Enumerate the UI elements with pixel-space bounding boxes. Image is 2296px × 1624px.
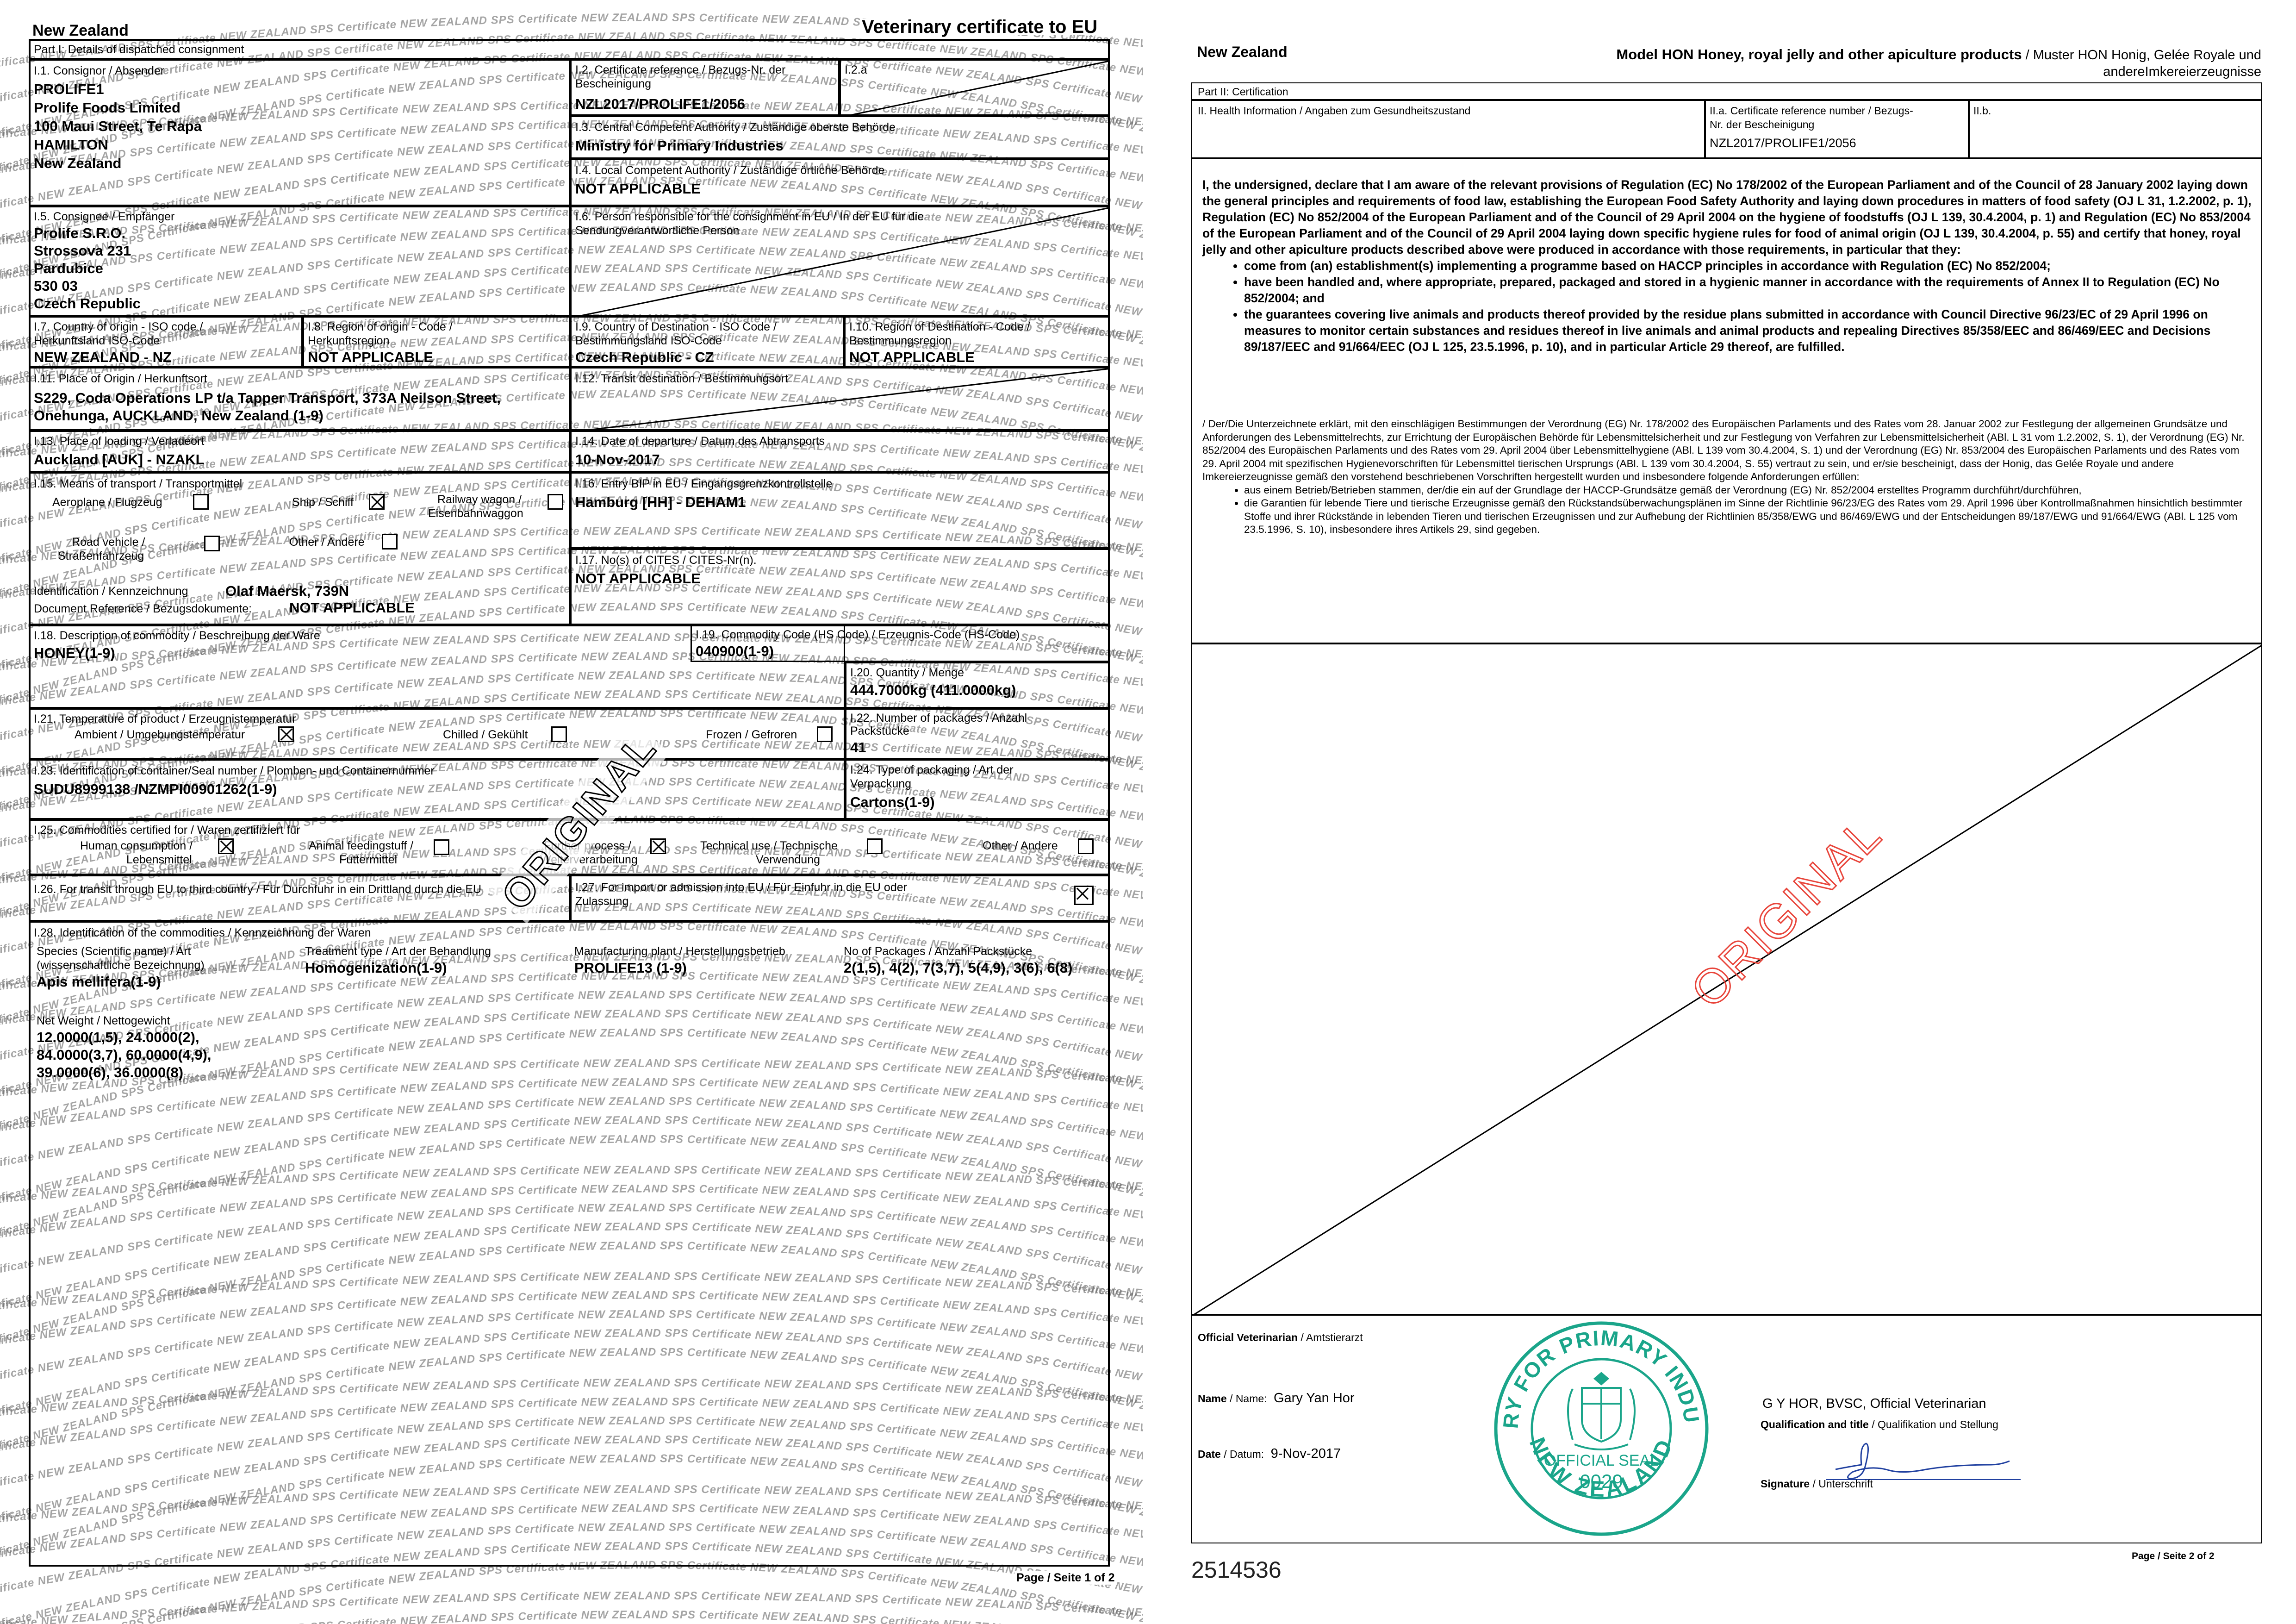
svg-text:NEW ZEALAND SPS Certificate: ficate NEW ZEALAND SPS Certificate NEW ZEALAND SPS Certificate NEW ZEALAND SPS Certificate NEW ZEALAND SPS Certificate NEW ZEALAND SPS Certificate NEW ZEALAND SPS Certificate NE <box>0 0 1143 1198</box>
certificate-reference: NZL2017/PROLIFE1/2056 <box>1710 137 1856 150</box>
declaration-bullets-en <box>1202 258 2253 355</box>
svg-text:NEW ZEALAND SPS Certificate: ficate NEW ZEALAND SPS Certificate NEW ZEALAND SPS Certificate NEW ZEALAND SPS Certificate NEW ZEALAND SPS Certificate NEW ZEALAND SPS Certificate NEW ZEALAND SPS Certificate NE <box>0 0 1143 1092</box>
coat-of-arms-icon <box>1568 1373 1635 1449</box>
place-of-origin-line-1: S229, Coda Operations LP t/a Tapper Transport, 373A Neilson Street, <box>34 390 501 406</box>
i27-label-2: Zulassung <box>575 895 628 908</box>
svg-text:NEW ZEALAND SPS Certificate: ficate NEW ZEALAND SPS Certificate NEW ZEALAND SPS Certificate NEW ZEALAND SPS Certificate NEW ZEALAND SPS Certificate NEW ZEALAND SPS Certificate NEW ZEALAND SPS Certificate NEW <box>0 0 1143 389</box>
signature-label <box>1761 1478 1873 1490</box>
bullet-de-1: • aus einem Betrieb/Betrieben stammen, der/die ein auf der Grundlage der HACCP-Grundsätze gemäß der Verordnung (EG) Nr. 852/2004 erstelltes Programm durchführt/durchführen, <box>1244 484 2253 497</box>
svg-text:NEW ZEALAND SPS Certificate: icate NEW ZEALAND SPS Certificate NEW ZEALAND SPS Certificate NEW ZEALAND SPS Certificate NEW ZEALAND SPS Certificate NEW ZEALAND SPS Certificate NEW ZEALAND SPS Certificate NEW <box>0 0 1143 1070</box>
i24-label-1: I.24. Type of packaging / Art der <box>850 763 1014 777</box>
road-vehicle-label-1: Road vehicle / <box>72 536 145 549</box>
place-of-loading: Auckland [AUK] - NZAKL <box>34 451 205 468</box>
iib-label: II.b. <box>1973 105 1991 117</box>
box-i8-region-origin <box>303 316 570 367</box>
country-of-origin: NEW ZEALAND - NZ <box>34 349 172 366</box>
svg-text:NEW ZEALAND SPS Certificate: icate NEW ZEALAND SPS Certificate EW ZEALAND SPS Certificate NEW ZEALAND SPS Certific NEW ZEALAND SPS Certificate NEW ZEALAND SPS Certificate NEW ZEALAND SPS Certificate NEW <box>0 0 1143 644</box>
i11-label: I.11. Place of Origin / Herkunftsort <box>34 372 207 386</box>
official-vet-bold: Official Veterinarian <box>1198 1331 1298 1343</box>
box-i14-date-departure <box>570 431 1110 472</box>
svg-text:NEW ZEALAND SPS Certificate: ificate NEW ZEALAND SPS Certificate NEW ZEALAND SPS Certificate NEW ZEALAND SPS Certificate NEW ZEALAND SPS Certificate NEW ZEALAND SPS Certificate NEW ZEALAND SPS Certificate NE <box>0 0 1143 410</box>
svg-text:NEW ZEALAND SPS Certificate: ficate NEW ZEALAND SPS Certificate NEW ZEALAND SPS Certificate NEW ZEALAND SPS Certificate NEW ZEALAND SPS Certificate NEW ZEALAND SPS Certificate NEW ZEALAND SPS Certificate NEW <box>0 0 1143 1241</box>
i7-label-1: I.7. Country of origin - ISO code / <box>34 320 203 334</box>
chilled-label: Chilled / Gekühlt <box>443 728 528 742</box>
svg-text:NEW ZEALAND SPS Certificate: ificate NEW ZEALAND SPS Certificate NEW ZEALAND SPS Certificate NEW ZEALAND SPS Certificate NEW ZEALAND SPS Certificate NEW ZEALAND SPS Certificate NEW ZEALAND SPS Certificate NE <box>0 0 1143 304</box>
declaration-german <box>1202 418 2253 537</box>
qualification-rest: / Qualifikation und Stellung <box>1872 1418 1998 1430</box>
package-count-label: No of Packages / Anzahl Packstücke <box>844 945 1032 958</box>
i9-label-1: I.9. Country of Destination - ISO Code / <box>575 320 777 334</box>
box-i10-region-destination <box>844 316 1110 367</box>
svg-text:NEW ZEALAND SPS Certificate: ficate NEW ZEALAND SPS Certificate NEW ZEALAND SPS Certificate NEW ZEALAND SPS Certificate NEW ZEALAND SPS Certificate NEW ZEALAND SPS Certificate NEW ZEALAND SPS Certificate NE <box>0 0 1143 559</box>
svg-text:NEW ZEALAND SPS Certificate: tificate NEW ZEALAND SPS Certificate NEW ZEALAND SPS Certificate NEW ZEALAND SPS Certificate <box>0 0 1143 1624</box>
further-process-label-2: Weiterverarbeitung <box>540 853 638 867</box>
signature-bold: Signature <box>1761 1478 1810 1490</box>
i28-label: I.28. Identification of the commodities / Kennzeichnung der Waren <box>34 926 371 940</box>
svg-text:NEW ZEALAND SPS Certificate: ficate NEW ZEALAND SPS Certificate NEW ZEALAND SPS Certificate NEW ZEALAND SPS Certificate NEW ZEALAND SPS Certificate NEW ZEALAND SPS Certificate NEW ZEALAND SPS Certificate NE <box>0 0 1143 1624</box>
box-i22-packages <box>845 708 1110 759</box>
svg-text:NEW ZEALAND SPS Certificate: ficate NEW ZEALAND SPS Certificate NEW ZEALAND SPS Certificate NEW ZEALAND SPS Certificate NEW ZEALAND SPS Certificate NEW ZEALAND SP Certificate NEW ZEALAND SPS Certificate NE <box>0 0 1143 346</box>
aeroplane-label: Aeroplane / Flugzeug <box>52 496 162 509</box>
import-checkbox[interactable] <box>1074 886 1094 905</box>
manufacturing-plant-label: Manufacturing plant / Herstellungsbetrieb <box>574 945 785 958</box>
i10-label-1: I.10. Region of Destination - Code / <box>849 320 1030 334</box>
svg-text:NEW ZEALAND SPS Certificate: ficate NEW ZEALAND SPS Certificate NEW ZEALAND SPS Certificate NEW ZEALAND ate NEW ZEALAND SPS Certificate NEW ZEALAND SPS Certificate NEW ZEALAND SPS Certificate NE <box>0 0 1143 985</box>
svg-text:NEW ZEALAND SPS Certificate: ficate NEW ZEALAND SPS Certificate NEW ZEALAND SPS Certificate NEW ZEALAND SPS Certificate NEW ZEALAND SPS Certificate NEW ZEALAND SPS Certificate NEW ZEALAND SPS Certif cate NE <box>0 0 1143 133</box>
svg-text:NEW ZEALAND SPS Certificate: ificate NEW ZEALAND SPS Certificate NEW ZEALAND SPS Certificate NEW ZEALAND SPS Certificate NEW ZEALAND SPS Certificate NEW ZEALAND SPS Certificate NEW ZEALAND SPS Certificate NE <box>0 0 1143 1368</box>
certificate-reference: NZL2017/PROLIFE1/2056 <box>575 96 745 112</box>
chilled-checkbox[interactable] <box>551 726 567 742</box>
consignee-line-1: Prolife S.R.O. <box>34 225 125 242</box>
svg-text:NEW ZEALAND SPS Certificate: ficate NEW ZEALAND SPS Certificate NEW ZEALAND SPS Certificate NEW ZEALAND SPS Certificate NEW ZEALAND SPS Certificate NEW ZEALAND SPS Certificate NEW ZEALAND SPS Certificate NEW <box>0 0 1143 1454</box>
region-of-origin: NOT APPLICABLE <box>308 349 433 366</box>
ship-checkbox[interactable] <box>369 494 385 510</box>
svg-text:NEW ZEALAND SPS Certificate: ificate NEW ZEALAND SPS Certificate NEW ZEALAND SPS Certificate NEW ZEALAND SPS Certificate NEW ZEALAND SPS Certificate NEW ZEALAND SPS Certificate NEW ZEALAND SPS Certificate NE <box>0 0 1143 1326</box>
i6-label-2: Sendungverantwortliche Person <box>575 224 739 237</box>
svg-text:NEW ZEALAND SPS Certificate: icate NEW ZEALAND SPS Certificate NEW ZEALAND SPS Certificate NEW ZEALAND SPS Certificate NEW ZEALAND SPS Certificate NEW ZEALAND SPS Certificate NEW ZEALAND SPS Certificate NEW <box>0 0 1143 1496</box>
i16-label: I.16. Entry BIP in EU / Eingangsgrenzkontrollstelle <box>575 477 832 491</box>
svg-text:NEW ZEALAND SPS Certificate: icate NEW ZEALAND SPS Certificate NEW ZEALAND SPS Certificate NEW ZEALAND SPS Certificate NEW ZEALAND SPS Certificate NEW ZEALAND SPS Certificate NEW ZEALAND SPS Certificate NEW <box>0 0 1143 1283</box>
signature-rest: / Unterschrift <box>1812 1478 1873 1490</box>
i19-label: I.19. Commodity Code (HS Code) / Erzeugnis-Code (HS-Code) <box>696 628 1020 642</box>
official-vet-heading <box>1198 1331 1363 1344</box>
svg-text:NEW ZEALAND SPS Certificate: ificate NEW ZEALAND SPS Certificate NEW ZEALAND SPS Certificate NEW ZEALAND SPS Certificate NEW ZEALAND SPS Certificate NEW ZEALAND SPS Certificate NEW ZEALAND SPS Certificate NE <box>0 0 1143 1219</box>
part2-header-box <box>1191 82 2262 100</box>
railway-label-2: Eisenbahnwaggon <box>428 507 523 520</box>
further-process-checkbox[interactable] <box>650 838 666 854</box>
i2a-label: I.2.a <box>845 63 867 77</box>
part1-header: Part I: Details of dispatched consignment <box>34 43 244 56</box>
other-transport-label: Other / Andere <box>289 536 365 549</box>
veterinarian-name: Gary Yan Hor <box>1274 1391 1355 1405</box>
declaration-box <box>1191 158 2262 643</box>
health-info-box <box>1191 100 1705 158</box>
country-of-destination: Czech Republic - CZ <box>575 349 714 366</box>
box-i23-container-seal <box>29 759 845 819</box>
box-i6-responsible-person <box>570 206 1110 316</box>
consignor-line-2: Prolife Foods Limited <box>34 100 180 116</box>
svg-text:NEW ZEALAND SPS Certificate: ificate NEW ZEALAND SPS Certificate NEW ZEALAND SPS Certificate NEW ZEALAND SPS Certificate NEW ZEALAND SPS Certificate NEW ZEALAND SPS Certificate NEW ZEALAND SPS Certificate NE <box>0 0 1143 1156</box>
box-i15-means-transport <box>29 472 570 625</box>
box-i1-consignor <box>29 59 570 206</box>
model-title-rest-2: andereImkereierzeugnisse <box>2103 64 2261 79</box>
box-i24-packaging <box>845 759 1110 819</box>
identification-label: Identification / Kennzeichnung <box>34 585 188 598</box>
declaration-bullets-de <box>1202 484 2253 537</box>
certificate-page-1 <box>0 0 1143 1624</box>
svg-text:NEW ZEALAND SPS Certificate: ificate NEW ZEALAND SPS Certificate NEW ZEALAND SPS Certificate NEW ZEALAND SPS Certificate NE D SPS Certificate NEW ZEALAND SPS Certificate NEW ZEALAND SPS Certificate NE <box>0 0 1143 836</box>
box-i13-place-loading <box>29 431 570 472</box>
page-number: Page / Seite 2 of 2 <box>2132 1551 2215 1562</box>
svg-text:NEW ZEALAND SPS Certificate: ficate NEW ZEALAND SPS Certificate NEW ZEALAND SPS Certificate NEW ZEALAND SPS Certificate NEW ZEALAND SPS Certificate NEW ZEALAND SPS Certificate NEW ZEALAND SPS Certificate NE <box>0 0 1143 240</box>
svg-text:NEW ZEALAND SPS Certificate: icate NEW ZEALAND SPS Certificate NEW ZEALAND SPS Certificate NEW ZEALAND SPS Certificate NEW ZEALAND SPS Certificate NEW ZEALAND SPS Certificate NEW ZEALAND SPS C rtificate NEW <box>0 0 1143 325</box>
i9-label-2: Bestimmungsland ISO-Code <box>575 334 722 348</box>
svg-text:NEW ZEALAND SPS Certificate: ficate NEW ZEALAND SPS Certificate NEW ZEALAND SPS Certifi e NEW ZEALAND SPS Certificate NEW ZEALAND SPS Certificate NEW ZEALAND SPS Certificate NEW ZEALAND SPS Certificate NEW <box>0 0 1143 602</box>
i4-label: I.4. Local Competent Authority / Zuständige örtliche Behörde <box>575 164 884 177</box>
treatment-label: Treatment type / Art der Behandlung <box>305 945 491 958</box>
svg-text:MINISTRY FOR PRIMARY INDUSTRIE <box>1491 1318 1704 1430</box>
i22-label-2: Packstücke <box>850 725 909 738</box>
svg-text:NEW ZEALAND SPS Certificate: ificate NEW ZEALAND SPS Certificate NEW ZEALAND SPS Certificate NEW ZEALAND SPS Certificate NEW ZEALAND SPS Certificate NEW ZEALAND SPS Certificate NEW ZEALAND SPS Certificate NE <box>0 0 1143 1581</box>
box-i26-transit <box>29 875 570 921</box>
i8-label-2: Herkunftsregion <box>308 334 389 348</box>
original-stamp: ORIGINAL <box>1680 806 1892 1018</box>
i3-label: I.3. Central Competent Authority / Zuständige oberste Behörde <box>575 121 896 134</box>
net-weight-label: Net Weight / Nettogewicht <box>37 1014 170 1028</box>
declaration-text-en: I, the undersigned, declare that I am aware of the relevant provisions of Regulation (EC) No 178/2002 of the European Parliament and of the Council of 28 January 2002 laying down the general principles and requirements of food law, establishing the European Food Safety Authority and laying down procedures in matters of food safety (OJ L 31, 1.2.2002, p. 1), Regulation (EC) No 852/2004 of the European Parliament and of the Council of 29 April 2004 on the hygiene of foodstuffs (OJ L 139, 30.4.2004, p. 1) and Regulation (EC) No 853/2004 of the European Parliament and of the Council of 29 April 2004 laying down specific hygiene rules for food of animal origin (OJ L 139, 30.4.2004, p. 55) and certify that honey, royal jelly and other apiculture products described above were produced in accordance with those requirements, in particular that they: <box>1202 177 2253 258</box>
i2-label-2: Bescheinigung <box>575 77 651 91</box>
declaration-text-de: / Der/Die Unterzeichnete erklärt, mit den einschlägigen Bestimmungen der Verordnung (EG) Nr. 178/2002 des Europäischen Parlaments und des Rates vom 28. Januar 2002 zur Festlegung der allgemeinen Grundsätze und Anforderungen des Lebensmittelrechts, zur Errichtung der Europäischen Behörde für Lebensmittelsicherheit und zur Festlegung von Verfahren zur Lebensmittelsicherheit (ABl. L 31 vom 1.2.2002, S. 1), der Verordnung (EG) Nr. 852/2004 des Europäischen Parlaments und des Rates vom 29. April 2004 über Lebensmittelhygiene (ABl. L 139 vom 30.4.2004, S. 1) und der Verordnung (EG) Nr. 853/2004 des Europäischen Parlaments und des Rates vom 29. April 2004 mit spezifischen Hygienevorschriften für Lebensmittel tierischen Ursprungs (ABl. L 139 vom 30.4.2004, S. 55) vertraut zu sein, und er/sie bescheinigt, dass der Honig, das Gelée Royale und andere Imkereierzeugnisse gemäß den vorstehend beschriebenen Vorschriften hergestellt wurden und insbesondere folgende Anforderungen erfüllen: <box>1202 418 2253 484</box>
box-i5-consignee <box>29 206 570 316</box>
date-of-departure: 10-Nov-2017 <box>575 451 660 468</box>
box-i9-country-destination <box>570 316 844 367</box>
svg-text:NEW ZEALAND SPS Certificate: icate NEW ZEALAND SPS Certificate NEW ZEALAND SPS Certificate NEW ZEALAND SPS Certificate NEW ZEALAND SPS Certificate NEW ZEALAND SPS Certificate NEW ZEALAND SPS Certificate NEW <box>0 0 1143 751</box>
model-title <box>1513 46 2261 80</box>
seal-top-text: RY FOR PRIMARY INDU <box>1491 1318 1704 1430</box>
cites-numbers: NOT APPLICABLE <box>575 570 701 587</box>
iia-label-2: Nr. der Bescheinigung <box>1710 119 1814 131</box>
svg-text:NEW ZEALAND SPS Certificate: icate NEW ZEALAND SPS Certificate NEW ZEALAND SPS Certificate NEW ZEALAND SPS Certificate NEW ZEALAND SPS Certificate NEW ZEALAND SPS Certificate NEW ZEALAND SPS Certificate NEW <box>0 0 1143 1390</box>
consignor-line-5: New Zealand <box>34 155 122 172</box>
svg-text:NEW ZEALAND SPS Certificate: ificate NEW ZEALAND SPS Certificate NEW ZEALAND SPS Certificate NEW ZEALAND SPS Certificate NEW ZEALAND SPS Certificate NEW ZEALAND SPS Certificate NEW ZEALAND SPS Certificate NE <box>0 0 1143 623</box>
net-weight-line-1: 12.0000(1,5), 24.0000(2), <box>37 1029 199 1046</box>
bullet-de-2: • die Garantien für lebende Tiere und tierische Erzeugnisse gemäß den Rückstandsüberwachungsplänen im Sinne der Richtlinie 96/23/EG des Rates vom 29. April 1996 über Kontrollmaßnahmen hinsichtlich bestimmter Stoffe und ihrer Rückstände in lebenden Tieren und tierischen Erzeugnissen und zur Aufhebung der Richtlinien 85/358/EWG und 86/469/EWG und der Entscheidungen 89/187/EWG und 91/664/EWG (ABl. L 125 vom 23.5.1996, S. 10), insbesondere ihres Artikels 29, sind gegeben. <box>1244 497 2253 537</box>
svg-text:NEW ZEALAND SPS Certificate: ificate NEW ZEALAND SPS Certificate NEW ZEALAND SPS Certificate NEW ZEALAND SPS Certificate NEW ZEALAND SPS Certificate NEW ZEALAND SPS Certificate NEW ZEALAND SPS Certificate NE <box>0 0 1143 1049</box>
svg-text:NEW ZEALAND SPS Certificate: ficate NEW ZEALAND SPS Certificate NEW ZEALAND SPS Certificate NEW ZEALAND SPS Certifica LAND SPS Certificate NEW ZEALAND SPS Certificate NEW ZEALAND SPS Certificate NEW <box>0 0 1143 921</box>
number-of-packages: 41 <box>850 739 866 756</box>
seal-official-text: OFFICIAL SEAL <box>1544 1452 1659 1469</box>
seal-number: 0029 <box>1580 1470 1623 1492</box>
document-title: Veterinary certificate to EU <box>860 19 1099 35</box>
svg-text:NEW ZEALAND SPS Certificate: ificate NEW ZEALAND SPS Certificate NEW ZEALAND SPS Certificate NEW ZEALAND SPS Certificate NEW ZEALAND SPS Certificate NEW ZEALAND SPS Certificate NEW ZEALAND SPS Certificate NE <box>0 0 1143 1262</box>
iia-label-1: II.a. Certificate reference number / Bezugs- <box>1710 105 1913 117</box>
box-iia-certificate-ref <box>1705 100 1969 158</box>
svg-text:NEW ZEALAND SPS Certificate: ificate NEW ZEALAND SPS Certific NEW ZEALAND SPS Certific NEW ZEALAND SPS Certificate NEW ZEALAND SPS Certificate NEW ZEALAND SPS Certificate NEW ZEALAND SPS Certificate NE <box>0 0 1143 581</box>
svg-text:NEW ZEALAND SPS Certificate: icate NEW ZEALAND SPS Certificate NEW ZEALAND SPS Certificate NEW ZEALAND SPS Certificate NEW ZEALAND SPS Certificate NEW ZEALAND SPS Certificate NEW ZEALAND SPS Certificate NEW <box>0 0 1143 219</box>
cross-out-line <box>572 207 1110 316</box>
box-i28-identification <box>29 921 1110 1567</box>
i6-label-1: I.6. Person responsible for the consignment in EU / In der EU für die <box>575 210 924 224</box>
technical-use-label-2: Verwendung <box>756 853 820 867</box>
svg-text:NEW ZEALAND SPS Certificate: ficate NEW ZEALAND SPS Certificate NEW ZEALAND SPS Certificate NEW ZEALAND SPS Certificate NEW ZEALAND SPS Certificate NEW ZEALAND SPS Certificate NEW ZEALAND SPS Certificate NEW <box>0 0 1143 1347</box>
svg-text:NEW ZEALAND SPS Certificate: icate NEW ZEALAND SPS Certificate NEW ZEALAND SPS Certificate NEW ZEALAND SPS Certifi ALAND SPS Certificate NEW ZEALAND SPS Certificate NEW ZEALAND SPS Certificate NEW <box>0 0 1143 964</box>
svg-text:NEW ZEALAND SPS Certificate: ificate NEW ZEALAND SPS Certificate NEW ZEALAND SPS Certificate NEW ZEALAND SPS Certificate NEW ZEALAND SPS Certificate NEW ZEALAND SPS Certificate NEW ZEALAND SPS Certificate NE <box>0 0 1143 1432</box>
health-info-label: II. Health Information / Angaben zum Gesundheitszustand <box>1198 105 1470 117</box>
model-title-rest-1: / Muster HON Honig, Gelée Royale und <box>2026 48 2261 62</box>
svg-text:NEW ZEALAND SPS Certificate: icate NEW ZEALAND SPS Certificate NEW ZEALAN SPS Certificate NEW ZEALAND SPS Certificate NEW ZEALAND SPS Certificate NEW ZEALAND SPS Certificate NEW ZEALAND SPS Certificate NEW <box>0 0 1143 857</box>
page-number: Page / Seite 1 of 2 <box>1014 1571 1117 1585</box>
svg-text:NEW ZEALAND SPS Certificate: ificate NEW ZEALAND SPS Certificate NEW ZEALAND SPS Certificate NEW ZEALAND SPS Certificate NEW ZEALAND SPS Certificate NEW ZEALAND SPS Certificate NEW ZEALAND SPS Certificate NE <box>0 0 1143 1475</box>
svg-text:NEW ZEALAND SPS Certificate: ificate NEW ZEALAND SPS Certificate NEW ZEALAND SPS Certificate NEW ALAND SPS EW ZEALA D SPS Certificate NEW ZEALAND S Certificate NEW ZEALAND SPS Certificate NE <box>0 0 1143 900</box>
svg-text:NEW ZEALAND SPS Certificate: ificate NEW ZEALAND SPS Certificate NEW ZEALAND SPS Certificate NEW ZEALAND SPS Certificate NEW ZEALAND SPS Certificate NEW ZEALAND SPS Certificate NEW ZEALAND SPS Certificate NE <box>0 0 1143 197</box>
i24-label-2: Verpackung <box>850 777 911 791</box>
i20-label: I.20. Quantity / Menge <box>850 666 964 680</box>
ambient-checkbox[interactable] <box>278 726 294 742</box>
svg-text:NEW ZEALAND SPS Certificate: ficate NEW ZEALAND SPS Certificate NEW ZEALAND SPS Certificate NEW ZEALAND SPS Certificate ND SPS Certificate NEW ZEALAND SPS Certificate NEW ZEALAND SPS Certificate NE <box>0 0 1143 879</box>
manufacturing-plant-value: PROLIFE13 (1-9) <box>574 960 687 976</box>
svg-text:NEW ZEALAND SPS Certificate: ficate NEW ZEALAND SPS Certificate NEW ZEALAND SPS Certificate NEW ZEALAND SPS Certificate NEW ZEALAND SPS Certificate NEW ZEALAND SPS Certificate NEW ZEALAND SPS Certificate NEW <box>0 0 1143 495</box>
svg-text:NEW ZEALAND SPS Certificate: ficate NEW ZEALAND SPS Certificate NEW ZEALAND SPS Certificate NEW ZEALAND SPS Certificate NEW ZEALAND SPS Certificate NEW ZEALAND SPS Certificate NEW ZEALAN NEW <box>0 0 1143 1624</box>
i21-label: I.21. Temperature of product / Erzeugnistemperatur <box>34 712 296 726</box>
consignor-line-4: HAMILTON <box>34 137 108 153</box>
svg-text:NEW ZEALAND SPS Certificate: ficate NEW ZEALAND SPS Certificate NEW ZEALAND SPS Certificate NEW ZEALAND SPS ficate NEW ZEALAND SPS Certificate NEW ZEALAND SPS Certificate NEW ZEALAND SPS Certificate NEW <box>0 0 1143 1028</box>
svg-text:NEW ZEALAND SPS Certificate: ificate NEW ZEALAND SPS Certificate NEW ZEALAND SPS Certificate NEW ZEALAND SPS Certificate NEW ZEALAND SPS Certificate NEW ZEALAND S Certificate NE <box>0 0 1143 91</box>
svg-text:NEW ZEALAND SPS Certificate: ificate NEW ZEALAND SPS Certificate NEW ZEALAND SPS Certificate NEW ZEALAND SPS Certificate NEW D SPS Certificate NEW ZEALAND SPS Certificate NEW ZEALAND SPS Certificate NE <box>0 0 1143 793</box>
consignee-line-5: Czech Republic <box>34 295 141 312</box>
railway-label-1: Railway wagon / <box>437 493 522 506</box>
consignor-line-3: 100 Maui Street, Te Rapa <box>34 118 202 135</box>
place-of-origin-line-2: Onehunga, AUCKLAND, New Zealand (1-9) <box>34 407 324 424</box>
i23-label: I.23. Identification of container/Seal number / Plomben- und Containernummer <box>34 764 435 778</box>
qualification-value: G Y HOR, BVSC, Official Veterinarian <box>1762 1396 1986 1412</box>
animal-feed-checkbox[interactable] <box>434 839 449 855</box>
document-reference: NOT APPLICABLE <box>289 600 415 616</box>
part2-header: Part II: Certification <box>1198 86 1288 98</box>
bullet-en-3: • the guarantees covering live animals and products thereof provided by the residue plans submitted in accordance with Council Directive 96/23/EC of 29 April 1996 on measures to monitor certain substances and residues thereof in live animals and animal products and repealing Directives 85/358/EEC and 86/469/EEC and Decisions 89/187/EEC and 91/664/EEC (OJ L 125, 23.5.1996, p. 10), and in particular Article 29 thereof, are fulfilled. <box>1244 306 2253 355</box>
svg-text:NEW ZEALAND SPS Certificate: ificate NEW ZEALAND SPS Certificate NEW ZEALAND SPS Certificate NEW ZEALAND SPS Certificate NEW ZEALAND SPS Certificate NEW ZEALAND SPS Certificate NEW ZEALAND SPS Certificate NE <box>0 0 1143 1539</box>
road-vehicle-checkbox[interactable] <box>204 536 220 551</box>
box-i17-cites <box>570 549 1110 625</box>
country-header: New Zealand <box>1197 44 1288 60</box>
box-i16-entry-bip <box>570 472 1110 549</box>
svg-text:NEW ZEALAND SPS Certificate: ificate NEW ZEALAND SPS Certificate NEW ZEALAND SPS Certificate NEW ZEALAND SPS Certificate NEW ZEALAND SPS Certificate NEW ZEALAND SPS Certificate NEW ZEALAND SPS Certificate NE <box>0 0 1143 730</box>
svg-text:NEW ZEALAND SPS Certificate: icate NEW ZEALAND SPS Certificate NEW ZEALAND SPS Certificate NEW ZEALAND SPS Certificate NEW ZEALAND SPS Cert icate NEW ZEALAND SPS Certificate NEW ZEALAND SPS Certificate NEW <box>0 0 1143 431</box>
species-label-2: (wissenschaftliche Bezeichnung) <box>37 959 205 972</box>
human-consumption-label-2: Lebensmittel <box>126 853 192 867</box>
central-competent-authority: Ministry for Primary Industries <box>575 137 784 154</box>
i1-label: I.1. Consignor / Absender <box>34 64 164 78</box>
svg-text:NEW ZEALAND SPS Certificate: ificate NEW ZEALAND SPS Certificate NEW ZEALAND SPS Certificate NEW ZEALAND SPS Certificate NEW ZEALAND SPS Certificate NEW ZEALAND SPS Certificate NEW ZEALAND SPS Certificate NE <box>0 0 1143 368</box>
name-rest: / Name: <box>1230 1393 1267 1405</box>
box-i12-transit-destination <box>570 367 1110 431</box>
official-vet-rest: / Amtstierarzt <box>1300 1331 1363 1343</box>
svg-text:NEW ZEALAND SPS Certificate: icate NEW ZEALAND SPS Certificate NEW ZEALAND SPS Certificate NEW ZEALAND SPS Certificate NEW ZEALAND SPS Certificate NEW ZEALAND SPS Certificate NEW ZEALAND SPS Certificate NEW <box>0 0 1143 1603</box>
svg-text:NEW ZEALAND SPS Certificate: ficate NEW ZEALAND SPS Certificate NEW ZEALAND SPS Certificate NEW ZEALAND SPS Certificate NEW ZEALAND SPS Certificate NEW ZEALAND SPS Certificate NEW ZEALAND SPS Certificate NEW <box>0 0 1143 708</box>
technical-use-label-1: Technical use / Technische <box>700 839 838 853</box>
consignee-line-4: 530 03 <box>34 278 78 294</box>
i26-label: I.26. For transit through EU to third country / Für Durchfuhr in ein Drittland durch die EU <box>34 883 481 896</box>
box-i2a <box>840 59 1110 116</box>
box-i3-central-authority <box>570 116 1110 159</box>
i18-label: I.18. Description of commodity / Beschreibung der Ware <box>34 629 320 643</box>
human-consumption-checkbox[interactable] <box>218 838 234 854</box>
i27-label-1: I.27. For import or admission into EU / Für Einfuhr in die EU oder <box>575 881 907 894</box>
date-field <box>1198 1446 1341 1462</box>
svg-text:NEW ZEALAND SPS Certificate: ficate NEW ZEALAND SPS Certificate NEW ZEALAND SPS Certificate NEW ZEALAND SPS Certificate NEW ZEALAND SPS Certificate NEW ZEALAND SPS Certificate NEW ZEALAND SPS Certificate NEW <box>0 0 1143 815</box>
technical-use-checkbox[interactable] <box>867 838 883 854</box>
box-iib <box>1969 100 2262 158</box>
svg-text:NEW ZEALAND SPS Certificate: ificate NEW ZEALAND SPS Certificate NEW ZEALAND SPS Certificate NEW ZEALAND SPS Certificate NEW ZEALAND SPS Certificate NEW ZEALAND SPS Certificate NEW ZEALAND SPS Certificate NE <box>0 0 1143 687</box>
i25-label: I.25. Commodities certified for / Waren zertifiziert für <box>34 824 300 837</box>
net-weight-line-3: 39.0000(6), 36.0000(8) <box>37 1064 183 1081</box>
i14-label: I.14. Date of departure / Datum des Abtransports <box>575 435 825 448</box>
svg-text:NEW ZEALAND SPS Certificate: cate NEW ZEALAND SPS Certificate NEW ZEALAND SPS Certificate NEW ZEALAND SPS Certificate NEW ZEALAND SPS Certificate NEW ZEALAND SPS Certificate NEW ZEALAND SPS Certificate NE <box>0 0 1143 1624</box>
svg-text:NEW ZEALAND SPS Certificate: ficate NEW ZEALAND SPS Certificate NEW ZEALAND SPS Certificate NEW ZEALAND SPS Certificate NEW ZEALAND SPS Certificate NEW ZEALAND SPS Certificate NEW ZEALAND PS Certificate NE <box>0 0 1143 453</box>
qualification-bold: Qualification and title <box>1761 1418 1869 1430</box>
signature-date: 9-Nov-2017 <box>1271 1446 1341 1461</box>
animal-feed-label-2: Futtermittel <box>339 853 397 867</box>
frozen-label: Frozen / Gefroren <box>706 728 797 742</box>
svg-text:NEW ZEALAND SPS Certificate: S Certificate NEW ZEALAND SPS Certificate NEW ZEALAND SPS Certificate NEW ZEALAND SPS Certificate NEW ZEALAND SPS Certificate NEW ZEALAND SPS Certificate NEW <box>0 0 1143 1624</box>
official-seal <box>1491 1318 1711 1539</box>
name-bold: Name <box>1198 1393 1227 1405</box>
species-value: Apis mellifera(1-9) <box>37 974 161 990</box>
svg-text:NEW ZEALAND SPS Certificate: ficate NEW ZEALAND SPS Certificate NEW ZEALAND SPS Certificate NEW ZEALAND SPS Certificate NEW ZEALAND SPS Certificate NEW ZEALAND SPS Certificate NEW ZEALAND SPS Certificate NE <box>0 0 1143 666</box>
i13-label: I.13. Place of loading / Verladeort <box>34 435 204 448</box>
human-consumption-label-1: Human consumption / <box>80 839 193 853</box>
commodity-code: 040900(1-9) <box>696 643 774 660</box>
signature-handwriting <box>1826 1441 2021 1482</box>
treatment-value: Homogenization(1-9) <box>305 960 447 976</box>
package-count-value: 2(1,5), 4(2), 7(3,7), 5(4,9), 3(6), 6(8) <box>844 960 1072 976</box>
document-reference-label: Document Reference / Bezugsdokumente: <box>34 602 252 616</box>
local-competent-authority: NOT APPLICABLE <box>575 181 701 197</box>
railway-checkbox[interactable] <box>548 494 563 510</box>
model-title-bold: Model HON Honey, royal jelly and other apiculture products <box>1616 46 2022 62</box>
box-i21-temperature <box>29 708 845 759</box>
cross-out-line <box>841 61 1110 116</box>
container-seal-number: SUDU8999138 /NZMPI00901262(1-9) <box>34 781 277 798</box>
other-use-label: Other / Andere <box>983 839 1058 853</box>
qualification-label <box>1761 1418 1998 1431</box>
ship-label: Ship / Schiff <box>292 496 354 509</box>
frozen-checkbox[interactable] <box>817 726 833 742</box>
animal-feed-label-1: Animal feedingstuff / <box>309 839 413 853</box>
svg-text:NEW ZEALAND SPS Certificate: ificate NEW ZEALAND SPS Certificate NEW ZEALAND SPS Certificate NEW ZEALAND SPS Certificate NEW ZEALAND SPS Certificate NEW ZEALAND SPS Certificate NEW ZEALAND SPS Certificate NE <box>0 0 1143 1113</box>
bullet-en-1: • come from (an) establishment(s) implementing a programme based on HACCP principles in accordance with Regulation (EC) No 852/2004; <box>1244 258 2253 274</box>
svg-text:NEW ZEALAND SPS Certificate: ficate NEW ZEALAND SPS Certificate NEW ZEALAND SPS Certificate NEW ZEALAND SPS Certificate NEW ZEALAND SPS Certificate NEW ZEALAND SPS Certificate NEW ZEALAND SPS Certificate NEW <box>0 0 1143 282</box>
i5-label: I.5. Consignee / Empfänger <box>34 210 174 224</box>
svg-text:NEW ZEALAND SPS Certificate: icate NEW ZEALAND SPS Certificate NEW ZEALAND SPS Certificate NEW ZEALAND SPS Certificate NEW ZEALAND SPS Certificate NEW ZEALAND SPS Certificate NEW ZEALAND SPS Certificate NEW <box>0 0 1143 1177</box>
bullet-en-2: • have been handled and, where appropriate, prepared, packaged and stored in a hygienic manner in accordance with the requirements of Annex II to Regulation (EC) No 852/2004; and <box>1244 274 2253 306</box>
svg-text:NEW ZEALAND SPS Certificate: ficate NEW ZEALAND SPS Certificate NEW ZEALAND SPS Certificate NEW ZEALAND SPS Certificate NEW ZEALAND SPS Certificate NEW ZEALAND SPS Certificate NEW ZEALAND SPS Certificate NE <box>0 0 1143 1305</box>
i22-label-1: I.22. Number of packages / Anzahl <box>850 712 1027 725</box>
signature-block <box>1191 1315 2262 1543</box>
box-i20-quantity <box>845 662 1110 708</box>
svg-text:NEW ZEALAND SPS Certificate: ficate NEW ZEALAND SPS Certificate NEW ZEALAND SPS Certificate NEW ZEALAND SPS Certificate NEW ZEALAND SPS Certificate NEW ZEALAND SPS Certificate NEW ZEALAND SPS Certificate NE <box>0 0 1143 1518</box>
box-i11-place-origin <box>29 367 570 431</box>
box-i4-local-authority <box>570 159 1110 206</box>
name-field <box>1198 1391 1355 1406</box>
box-i7-country-origin <box>29 316 303 367</box>
svg-text:NEW ZEALAND SPS Certificate: ificate NEW ZEALAND SPS Certificate NEW ZEALAND SPS Certificate NEW ZEALAND SPS Certificate NEW ZEALAND SPS Certificate NEW ZEALAND SPS Certificate NEW ZEALAND SPS Certificate NE <box>0 0 1143 1006</box>
declaration-english <box>1202 177 2253 355</box>
svg-text:NEW ZEALAND SPS Certificate: ificate NEW ZEALAND SPS Certificate NEW ZEALAND SPS Certificate NEW ZEALAND SP e NEW ZEALAND SPS Certificate NEW ZEALAND SPS Certificate NEW ZEALAND SPS Ce icate NE <box>0 0 1143 943</box>
aeroplane-checkbox[interactable] <box>193 494 209 510</box>
svg-text:NEW ZEALAND SPS Certificate: ificate NEW ZEALAND SPS Certificate NEW ZEALAND SPS Certificate NEW ZEALAND SPS Certificate NEW ZE LAND SPS Certificate NEW ZEALAND SPS Certificate NEW ZEALAND SPS Certificate NE <box>0 0 1143 474</box>
road-vehicle-label-2: Straßenfahrzeug <box>58 550 144 563</box>
certificate-page-2 <box>1143 0 2296 1624</box>
i7-label-2: Herkunftsland ISO-Code <box>34 334 160 348</box>
svg-text:NEW ZEALAND SPS Certificate: ificate NEW ZEALAND SPS Certificate NEW ZEALAND SPS Certificate NEW ZEALAND SPS Certificate NEW ZEALAND SPS Certificate NEW ZEALAND SPS Certificate NEW ZEALAND SPS Certificate NE <box>0 0 1143 155</box>
svg-text:NEW ZEALAND SPS Certificate: ficate NEW ZEALAND SPS Certificate NEW ZEALAND SPS Certificate NEW ZEALAND SPS Certificate NEW ZEALAND SPS Certificate NEW ZEALAND SPS Certificate NEW ZEALAND SPS Certificate NE <box>0 0 1143 1411</box>
date-rest: / Datum: <box>1224 1448 1264 1460</box>
quantity: 444.7000kg (411.0000kg) <box>850 682 1016 699</box>
vessel-identification: Olaf Maersk, 739N <box>225 583 349 600</box>
country-header: New Zealand <box>31 22 131 39</box>
species-label-1: Species (Scientific name) / Art <box>37 945 191 958</box>
entry-bip: Hamburg [HH] - DEHAM1 <box>575 494 746 511</box>
serial-number: 2514536 <box>1191 1556 1282 1583</box>
net-weight-line-2: 84.0000(3,7), 60.0000(4,9), <box>37 1047 211 1063</box>
consignor-line-1: PROLIFE1 <box>34 81 104 98</box>
consignee-line-2: Strossova 231 <box>34 243 131 259</box>
region-of-destination: NOT APPLICABLE <box>849 349 975 366</box>
svg-text:NEW ZEALAND SPS Certificate: ficate NEW ZEALAND SPS Certificate NEW ZEALAND SPS Certificate NEW ZEALAND SPS Certificate NEW ZEALAND SPS Certificate NEW ZEALAND SPS Certificate NEW ZEALAND SPS Certificate NEW <box>0 0 1143 1560</box>
i15-label: I.15. Means of transport / Transportmittel <box>34 477 242 491</box>
other-use-checkbox[interactable] <box>1078 838 1094 854</box>
consignee-line-3: Pardubice <box>34 260 103 277</box>
other-transport-checkbox[interactable] <box>382 534 398 550</box>
i12-label: I.12. Transit destination / Bestimmungsort <box>575 372 788 386</box>
ambient-label: Ambient / Umgebungstemperatur <box>75 728 245 742</box>
cross-out-line <box>572 369 1110 431</box>
date-bold: Date <box>1198 1448 1221 1460</box>
seal-bottom-text: NEW ZEALAND <box>1524 1434 1678 1502</box>
i8-label-1: I.8. Region of origin - Code / <box>308 320 453 334</box>
svg-text:NEW ZEALAND SPS Certificate: ficate NEW ZEALAND SPS Certificate NEW ZEALAND SPS Certificate NEW ZEALAND SPS Certificate NEW ZEALAND SPS Certificate NEW ZEALAND SPS Certificate NEW ZEALAN SPS Certificate NEW <box>0 0 1143 176</box>
svg-text:NEW ZEALAND SPS Certificate: ificate NEW ZEALAND SPS Certificate NEW ZEALAND SPS Certificate NEW ZEALAND SPS Certificate NEW ZEALAND SPS Certificate NEW ZEALAND SPS Certificate NEW ZEALAND SPS Certificate NE <box>0 0 1143 517</box>
type-of-packaging: Cartons(1-9) <box>850 794 935 811</box>
box-i2-certificate-ref <box>570 59 840 116</box>
original-stamp: ORIGINAL <box>488 720 670 924</box>
svg-text:NEW ZEALAND SPS Certificate: ificate NEW ZEALAND SPS Certificate NEW ZEALAND SPS Certificate NEW ZEALAND SPS Certificate NEW ZEALAND SPS Certificate NEW ZEALAND SPS Certificate NEW ZEALAND PS Certificate NE <box>0 0 1143 261</box>
i10-label-2: Bestimmungsregion <box>849 334 952 348</box>
i17-label: I.17. No(s) of CITES / CITES-Nr(n). <box>575 554 757 567</box>
blank-cross-out-area <box>1191 643 2262 1315</box>
part1-header-box <box>29 39 1110 59</box>
i2-label-1: I.2. Certificate reference / Bezugs-Nr. der <box>575 63 785 77</box>
svg-text:NEW ZEALAND SPS Certificate: ficate NEW ZEALAND SPS Certificate NEW ZEALAND SPS Certificate NEW ZEALAND SPS Certificate NEW ZEALAND SPS Certificate NEW ZEALAND SPS Certificate NEW ZEALAND SPS Certificate NEW <box>0 0 1143 1134</box>
box-i27-import <box>570 875 1110 921</box>
commodity-description: HONEY(1-9) <box>34 645 115 662</box>
svg-text:NEW ZEALAND SPS Certificate: ficate NEW ZEALAND SPS Certificate NEW ZEALAND SPS Certificate NEW ZEALAND SPS Certificate NEW ZEALAND SPS Certificate NEW ZEALAND SPS Certificate NEW ZEALAND SPS Certificate NE <box>0 0 1143 772</box>
svg-text:NEW ZEALAND SPS Certificate: icate NEW ZEALAND SPS Certificate NEW ZEALAND SPS Certificate NEW ZEALAND SPS Certificate NEW ZEALAND SPS Certificate NEW ZEALAN SPS Certificate NEW ZEALAND SPS Certificate NEW <box>0 0 1143 538</box>
box-i19-commodity-code <box>691 625 1110 662</box>
